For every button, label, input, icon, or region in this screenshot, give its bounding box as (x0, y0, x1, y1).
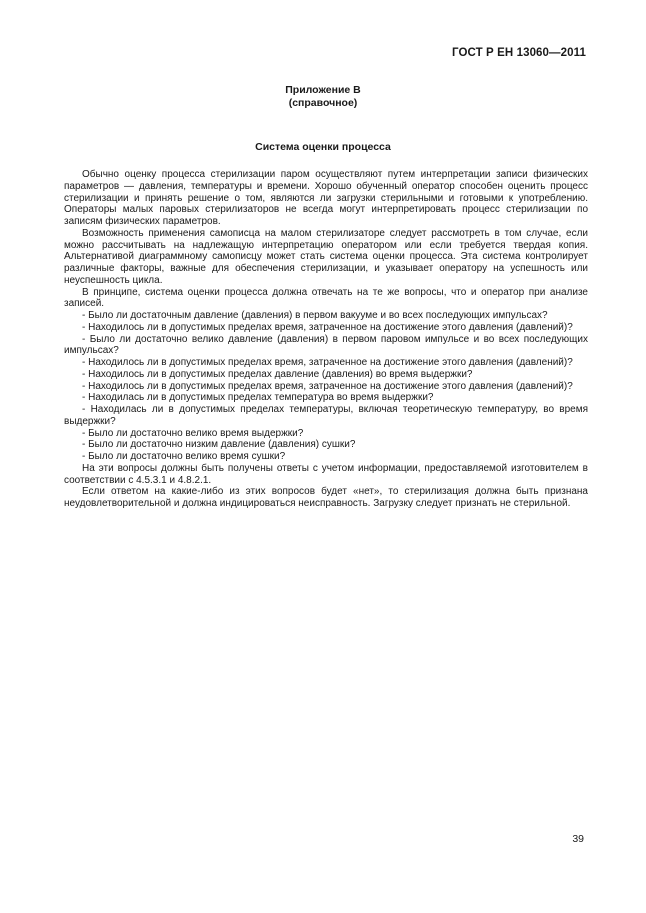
question-item: - Было ли достаточно велико давление (давления) в первом паровом импульсе и во всех последующих импульсах? (64, 333, 588, 357)
question-item: - Было ли достаточно велико время сушки? (82, 451, 286, 462)
body-text (64, 169, 588, 510)
question-item: - Находилось ли в допустимых пределах время, затраченное на достижение этого давления (давлений)? (82, 380, 573, 392)
standard-header: ГОСТ Р ЕН 13060—2011 (451, 47, 586, 59)
question-item: - Находилось ли в допустимых пределах время, затраченное на достижение этого давления (давлений)? (82, 357, 573, 368)
question-item: - Находилась ли в допустимых пределах температуры, включая теоретическую температуру, во время выдержки? (64, 404, 588, 427)
question-item: - Было ли достаточно низким давление (давления) сушки? (82, 439, 356, 451)
annex-heading (0, 84, 646, 109)
question-item: - Находилась ли в допустимых пределах температура во время выдержки? (82, 392, 434, 404)
paragraph: Обычно оценку процесса стерилизации паром осуществляют путем интерпретации записи физических параметров — давления, температуры и времени. Хорошо обученный оператор способен оценить процесс стерилизации и принять решение о том, являются ли загрузки стерильными и готовыми к употреблению. Операторы малых паровых стерилизаторов не всегда могут интерпретировать процесс стерилизации по записям физических параметров. (64, 169, 588, 227)
paragraph: Возможность применения самописца на малом стерилизаторе следует рассмотреть в том случае, если можно рассчитывать на надлежащую интерпретацию оператором или если требуется твердая копия. Альтернативой диаграммному самописцу может стать система оценки процесса. Эта система контролирует различные факторы, важные для обеспечения стерилизации, и указывает оператору на успешность или неуспешность цикла. (64, 227, 588, 286)
paragraph: Если ответом на какие-либо из этих вопросов будет «нет», то стерилизация должна быть признана неудовлетворительной и должна индицироваться неисправность. Загрузку следует признать не стерильной. (64, 486, 588, 509)
paragraph: На эти вопросы должны быть получены ответы с учетом информации, предоставляемой изготовителем в соответствии с 4.5.3.1 и 4.8.2.1. (64, 462, 588, 486)
question-item: - Находилось ли в допустимых пределах давление (давления) во время выдержки? (82, 368, 473, 380)
question-item: - Находилось ли в допустимых пределах время, затраченное на достижение этого давления (давлений)? (82, 321, 573, 333)
annex-subtitle: (справочное) (288, 96, 358, 109)
page-number: 39 (572, 833, 584, 845)
paragraph: В принципе, система оценки процесса должна отвечать на те же вопросы, что и оператор при анализе записей. (64, 286, 588, 310)
question-item: - Было ли достаточным давление (давления) в первом вакууме и во всех последующих импульсах? (82, 310, 548, 321)
annex-title: Приложение В (285, 84, 361, 96)
section-title: Система оценки процесса (255, 141, 391, 153)
question-item: - Было ли достаточно велико время выдержки? (82, 427, 304, 439)
